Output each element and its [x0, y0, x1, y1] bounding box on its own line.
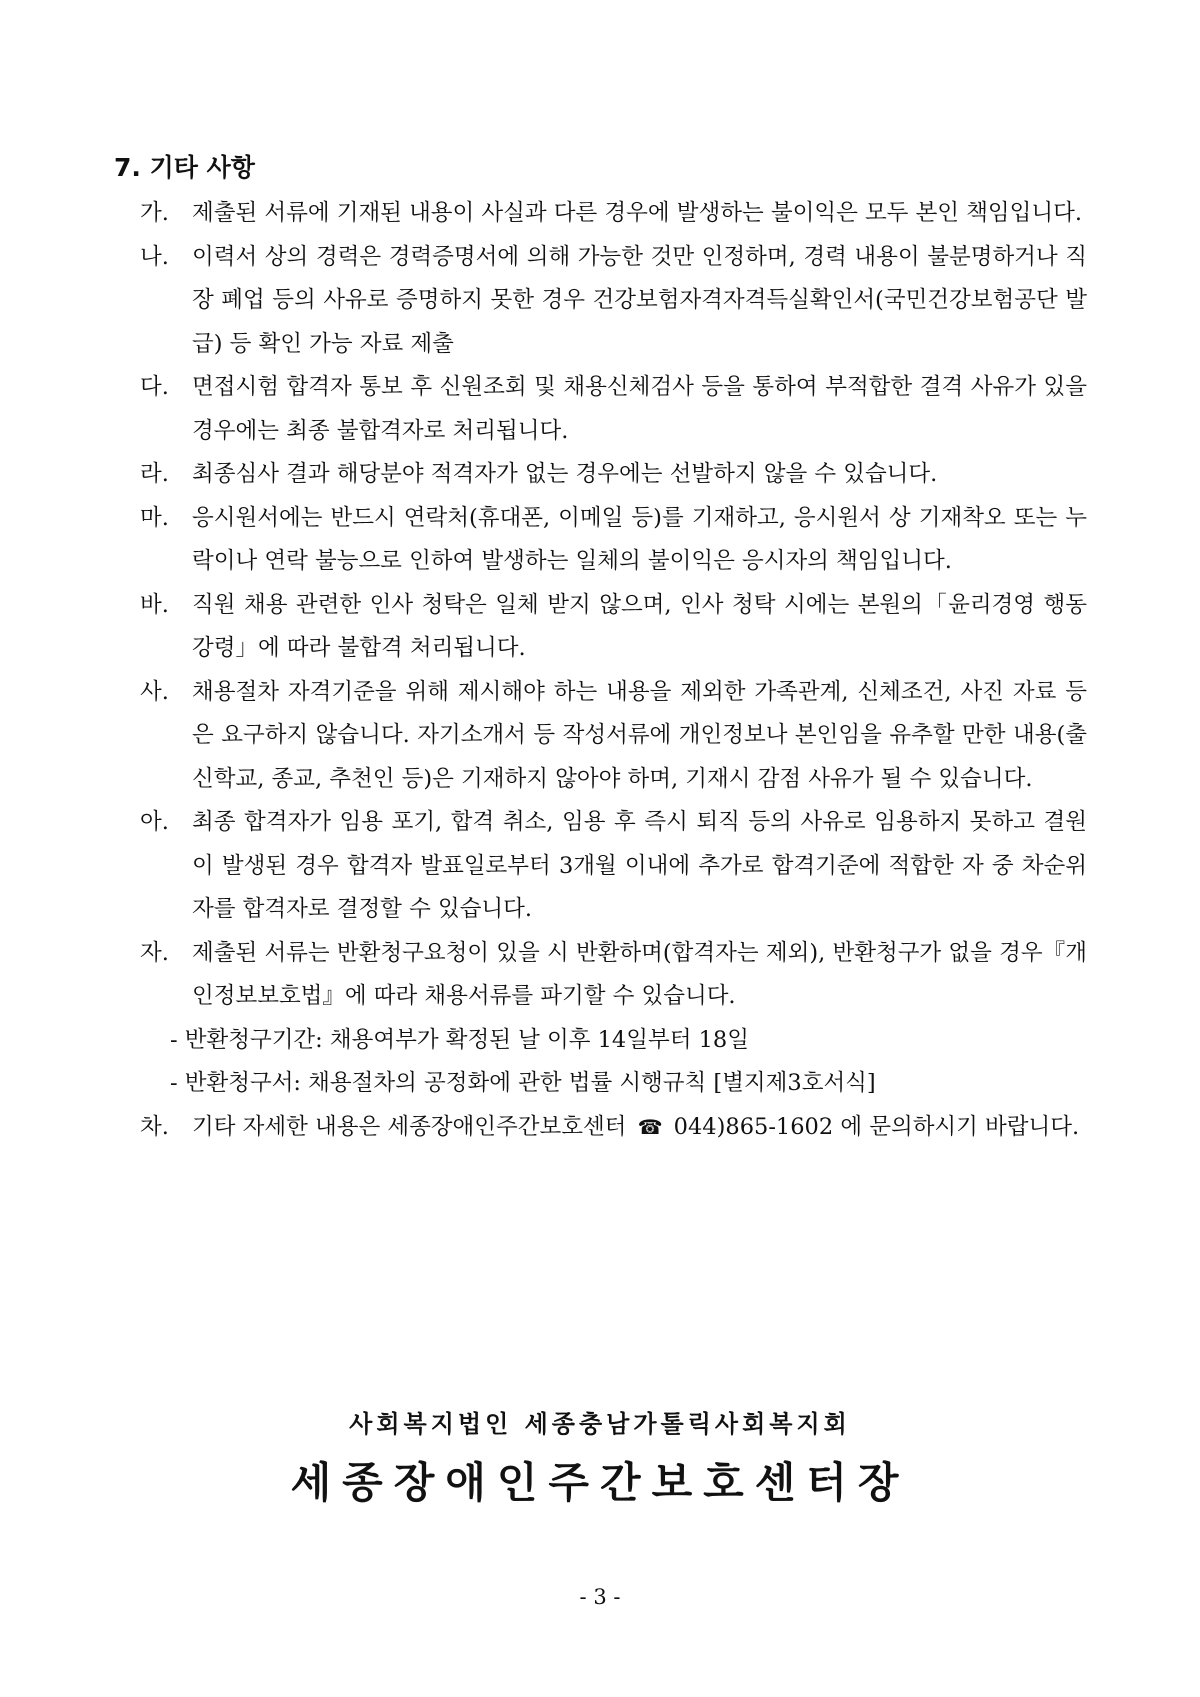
list-item [140, 236, 1087, 367]
contact-text-before: 기타 자세한 내용은 세종장애인주간보호센터 [192, 1113, 627, 1140]
section-title: 7. 기타 사항 [114, 153, 255, 182]
item-label: 나. [140, 243, 169, 270]
item-label: 사. [140, 678, 169, 705]
list-item [140, 366, 1087, 453]
list-item [140, 584, 1087, 671]
contact-text-after: 044)865-1602 에 문의하시기 바랍니다. [673, 1113, 1080, 1140]
item-text: 이력서 상의 경력은 경력증명서에 의해 가능한 것만 인정하며, 경력 내용이 불분명하거나 직장 폐업 등의 사유로 증명하지 못한 경우 건강보험자격자격득실확인서(국민건강보험공단 발급) 등 확인 가능 자료 제출 [192, 243, 1087, 357]
item-label: 바. [140, 591, 169, 618]
item-text: 제출된 서류에 기재된 내용이 사실과 다른 경우에 발생하는 불이익은 모두 본인 책임입니다. [192, 200, 1083, 226]
telephone-icon: ☎ [637, 1114, 663, 1139]
notice-list [140, 192, 1087, 1149]
item-text: 면접시험 합격자 통보 후 신원조회 및 채용신체검사 등을 통하여 부적합한 결격 사유가 있을 경우에는 최종 불합격자로 처리됩니다. [192, 374, 1087, 444]
list-item [140, 671, 1087, 802]
list-item [140, 192, 1087, 236]
list-item [140, 453, 1087, 497]
sub-item-return-period: - 반환청구기간: 채용여부가 확정된 날 이후 14일부터 18일 [170, 1026, 749, 1053]
item-label: 가. [140, 200, 169, 226]
item-label: 자. [140, 939, 169, 966]
item-text [192, 1106, 1087, 1150]
item-text: 응시원서에는 반드시 연락처(휴대폰, 이메일 등)를 기재하고, 응시원서 상 기재착오 또는 누락이나 연락 불능으로 인하여 발생하는 일체의 불이익은 응시자의 책임입니다. [192, 504, 1087, 574]
item-label: 차. [140, 1113, 169, 1140]
sub-item-return-form: - 반환청구서: 채용절차의 공정화에 관한 법률 시행규칙 [별지제3호서식] [170, 1070, 876, 1096]
list-item [140, 932, 1087, 1019]
item-text: 직원 채용 관련한 인사 청탁은 일체 받지 않으며, 인사 청탁 시에는 본원의「윤리경영 행동강령」에 따라 불합격 처리됩니다. [192, 591, 1087, 661]
list-item [140, 801, 1087, 932]
item-label: 마. [140, 504, 169, 531]
item-text: 제출된 서류는 반환청구요청이 있을 시 반환하며(합격자는 제외), 반환청구가 없을 경우『개인정보보호법』에 따라 채용서류를 파기할 수 있습니다. [192, 939, 1087, 1009]
center-head-title: 세종장애인주간보호센터장 [290, 1458, 910, 1507]
item-text: 채용절차 자격기준을 위해 제시해야 하는 내용을 제외한 가족관계, 신체조건, 사진 자료 등은 요구하지 않습니다. 자기소개서 등 작성서류에 개인정보나 본인임을 유추할 만한 내용(출신학교, 종교, 추천인 등)은 기재하지 않아야 하며, 기재시 감점 사유가 될 수 있습니다. [192, 678, 1087, 792]
page-number: - 3 - [579, 1585, 621, 1609]
list-item [140, 497, 1087, 584]
item-text: 최종 합격자가 임용 포기, 합격 취소, 임용 후 즉시 퇴직 등의 사유로 임용하지 못하고 결원이 발생된 경우 합격자 발표일로부터 3개월 이내에 추가로 합격기준에 적합한 자 중 차순위자를 합격자로 결정할 수 있습니다. [192, 809, 1087, 922]
item-label: 라. [140, 461, 169, 487]
item-label: 아. [140, 809, 169, 835]
item-text: 최종심사 결과 해당분야 적격자가 없는 경우에는 선발하지 않을 수 있습니다. [192, 461, 938, 487]
organization-name: 사회복지법인 세종충남가톨릭사회복지회 [349, 1410, 851, 1438]
item-label: 다. [140, 374, 169, 400]
return-request-details [140, 1019, 1087, 1106]
list-item-contact [140, 1106, 1087, 1150]
